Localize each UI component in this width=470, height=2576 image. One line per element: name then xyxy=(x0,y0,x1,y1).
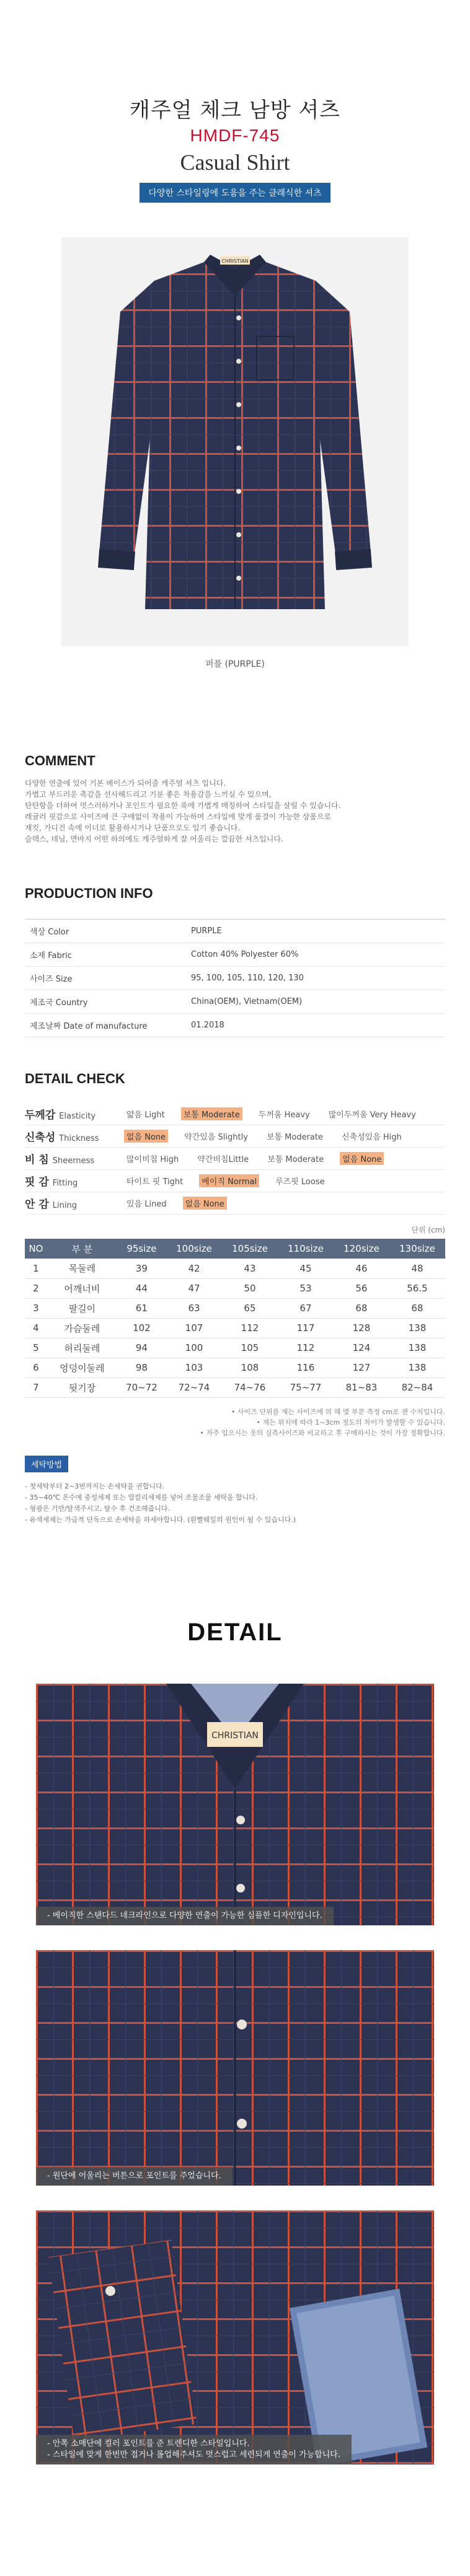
table-row xyxy=(25,1378,445,1397)
info-value: Cotton 40% Polyester 60% xyxy=(186,943,445,967)
detail-check-option-selected: 보통 Moderate xyxy=(181,1107,242,1120)
production-info-section xyxy=(0,886,470,1037)
product-code: HMDF-745 xyxy=(190,126,280,145)
size-table-cell: 70~72 xyxy=(117,1378,166,1397)
size-table-cell: 138 xyxy=(389,1358,445,1378)
detail-check-option-selected: 베이직 Normal xyxy=(199,1174,259,1187)
info-value: 95, 100, 105, 110, 120, 130 xyxy=(186,967,445,990)
size-table-cell: 128 xyxy=(334,1318,389,1338)
comment-line: 다양한 연출에 있어 기본 베이스가 되어줄 캐주얼 셔츠 입니다. xyxy=(25,779,226,788)
comment-line: 슬랙스, 데님, 면바지 어떤 하의에도 캐주얼하게 잘 어울리는 깔끔한 셔츠입니다. xyxy=(25,835,283,843)
size-table-header-cell: 부 분 xyxy=(47,1239,117,1259)
size-table-cell: 엉덩이둘레 xyxy=(47,1358,117,1378)
table-row xyxy=(25,1318,445,1338)
detail-caption xyxy=(36,2435,352,2464)
size-table-cell: 138 xyxy=(389,1318,445,1338)
table-row xyxy=(25,990,445,1014)
size-table-cell: 53 xyxy=(278,1278,334,1298)
product-header xyxy=(0,0,470,203)
detail-check-option: 많이비침 High xyxy=(126,1155,179,1164)
wash-line: - 유색세제는 가급적 단독으로 손세탁을 하세야합니다. (흰빨웨일의 원인이 될 수 있습니다.) xyxy=(25,1515,296,1524)
detail-image-collar xyxy=(36,1684,434,1925)
size-table-cell: 112 xyxy=(278,1338,334,1358)
detail-check-rows xyxy=(25,1103,445,1215)
detail-check-option-selected: 없음 None xyxy=(124,1130,168,1143)
detail-check-option: 약간있음 Slightly xyxy=(184,1133,248,1142)
size-table-cell: 68 xyxy=(389,1298,445,1318)
size-table-cell: 74~76 xyxy=(222,1378,278,1397)
info-key: 색상 Color xyxy=(25,920,186,943)
size-table-cell: 105 xyxy=(222,1338,278,1358)
size-table-header-cell: 120size xyxy=(334,1239,389,1259)
caption-line: - 안쪽 소매단에 컬러 포인트를 준 트렌디한 스타일입니다. xyxy=(47,2438,250,2448)
size-table-cell: 39 xyxy=(117,1259,166,1278)
detail-check-option: 타이트 핏 Tight xyxy=(126,1177,184,1187)
comment-line: 레귤러 핏감으로 사이즈에 큰 구애없이 착용이 가능하며 스타일에 맞게 품걸이 가능한 상품으로 xyxy=(25,812,332,821)
size-table-cell: 112 xyxy=(222,1318,278,1338)
info-key: 소재 Fabric xyxy=(25,943,186,967)
size-table-cell: 48 xyxy=(389,1259,445,1278)
size-table-cell: 6 xyxy=(25,1358,47,1378)
size-table-cell: 목둘레 xyxy=(47,1259,117,1278)
size-table-cell: 56 xyxy=(334,1278,389,1298)
size-table-cell: 1 xyxy=(25,1259,47,1278)
detail-check-label: 안 감 Lining xyxy=(25,1198,77,1211)
detail-check-label: 핏 감 Fitting xyxy=(25,1176,78,1189)
size-table-cell: 50 xyxy=(222,1278,278,1298)
size-table-cell: 108 xyxy=(222,1358,278,1378)
detail-check-row xyxy=(25,1148,445,1170)
info-key: 사이즈 Size xyxy=(25,967,186,990)
comment-body xyxy=(25,778,445,845)
comment-line: 재킷, 가디건 속에 이너로 활용하시거나 단품으로도 입기 좋습니다. xyxy=(25,824,241,832)
size-table-cell: 63 xyxy=(166,1298,222,1318)
size-table-header-cell: 100size xyxy=(166,1239,222,1259)
size-table-cell: 42 xyxy=(166,1259,222,1278)
caption-line: - 베이직한 스탠다드 네크라인으로 다양한 연출이 가능한 심플한 디자인입니다. xyxy=(47,1910,322,1920)
detail-check-option-selected: 없음 None xyxy=(340,1152,384,1165)
detail-check-option: 두꺼움 Heavy xyxy=(258,1110,310,1120)
size-table-cell: 팔길이 xyxy=(47,1298,117,1318)
size-table-cell: 117 xyxy=(278,1318,334,1338)
size-note: • 자주 입으시는 옷의 실측사이즈와 비교하고 후 구매하시는 것이 가장 정확합니다. xyxy=(200,1428,445,1437)
size-table-cell: 94 xyxy=(117,1338,166,1358)
wash-instructions xyxy=(25,1481,445,1526)
detail-check-option-selected: 없음 None xyxy=(183,1197,227,1210)
size-table-cell: 102 xyxy=(117,1318,166,1338)
table-row xyxy=(25,1259,445,1278)
table-row xyxy=(25,1278,445,1298)
detail-check-title: DETAIL CHECK xyxy=(25,1071,125,1086)
detail-title: DETAIL xyxy=(187,1618,283,1646)
size-table xyxy=(25,1239,445,1398)
size-table-cell: 127 xyxy=(334,1358,389,1378)
wash-line: - 35~40℃ 온수에 중성세제 또는 알칼리세제를 넣어 조물조물 세탁을 합니다. xyxy=(25,1493,258,1501)
detail-check-option: 있음 Lined xyxy=(126,1200,167,1209)
size-unit: 단위 (cm) xyxy=(411,1226,445,1234)
svg-text:CHRISTIAN: CHRISTIAN xyxy=(211,1730,259,1741)
size-table-cell: 98 xyxy=(117,1358,166,1378)
detail-check-option: 보통 Moderate xyxy=(266,1133,323,1142)
detail-check-label: 비 침 Sheerness xyxy=(25,1154,95,1166)
size-table-cell: 82~84 xyxy=(389,1378,445,1397)
size-table-cell: 107 xyxy=(166,1318,222,1338)
product-tagline: 다양한 스타일링에 도움을 주는 클래식한 셔츠 xyxy=(140,183,330,203)
photo-caption: 퍼플 (PURPLE) xyxy=(205,659,265,669)
size-notes xyxy=(25,1407,445,1438)
size-table-cell: 72~74 xyxy=(166,1378,222,1397)
size-table-cell: 43 xyxy=(222,1259,278,1278)
detail-check-option: 루즈핏 Loose xyxy=(275,1177,325,1187)
detail-check-option: 보통 Moderate xyxy=(267,1155,324,1164)
detail-check-row xyxy=(25,1125,445,1148)
comment-section xyxy=(0,753,470,845)
detail-check-label: 두께감 Elasticity xyxy=(25,1109,96,1122)
wash-line: - 형광은 기반/탈색주시고, 탈수 후 건조해줍니다. xyxy=(25,1504,171,1513)
size-table-cell: 100 xyxy=(166,1338,222,1358)
detail-caption xyxy=(36,1907,334,1925)
table-row xyxy=(25,1298,445,1318)
size-table-cell: 75~77 xyxy=(278,1378,334,1397)
table-row xyxy=(25,943,445,967)
shirt-illustration xyxy=(61,237,409,646)
caption-line: - 스타일에 맞게 한번만 접거나 롤업해주셔도 멋스럽고 세련되게 연출이 가능합니다. xyxy=(47,2450,340,2460)
detail-check-option: 신축성있음 High xyxy=(341,1133,402,1142)
size-table-header-cell: 110size xyxy=(278,1239,334,1259)
detail-check-row xyxy=(25,1192,445,1215)
detail-image-cuff xyxy=(36,2210,434,2464)
svg-text:CHRISTIAN: CHRISTIAN xyxy=(221,258,249,264)
comment-line: 가볍고 부드러운 촉감을 선사해드리고 기분 좋은 착용감을 느끼실 수 있으며, xyxy=(25,790,272,799)
size-table-cell: 67 xyxy=(278,1298,334,1318)
size-table-cell: 103 xyxy=(166,1358,222,1378)
size-table-cell: 허리둘레 xyxy=(47,1338,117,1358)
size-table-cell: 138 xyxy=(389,1338,445,1358)
caption-line: - 원단에 어울리는 버튼으로 포인트를 주었습니다. xyxy=(47,2171,221,2181)
size-table-cell: 65 xyxy=(222,1298,278,1318)
info-value: 01.2018 xyxy=(186,1014,445,1037)
size-table-cell: 68 xyxy=(334,1298,389,1318)
table-row xyxy=(25,920,445,943)
size-table-cell: 81~83 xyxy=(334,1378,389,1397)
table-row xyxy=(25,1014,445,1037)
size-table-body xyxy=(25,1259,445,1397)
comment-title: COMMENT xyxy=(25,753,95,768)
size-table-header-cell: NO xyxy=(25,1239,47,1259)
product-title-en: Casual Shirt xyxy=(180,150,290,175)
size-table-cell: 116 xyxy=(278,1358,334,1378)
size-note: • 재는 위치에 따라 1~3cm 정도의 차이가 발생할 수 있습니다. xyxy=(256,1418,445,1426)
production-info-table xyxy=(25,919,445,1037)
info-value: PURPLE xyxy=(186,920,445,943)
info-key: 제조날짜 Date of manufacture xyxy=(25,1014,186,1037)
size-table-cell: 124 xyxy=(334,1338,389,1358)
detail-check-option: 얇음 Light xyxy=(126,1110,165,1120)
size-table-cell: 45 xyxy=(278,1259,334,1278)
info-value: China(OEM), Vietnam(OEM) xyxy=(186,990,445,1014)
detail-check-label: 신축성 Thickness xyxy=(25,1132,99,1144)
detail-check-row xyxy=(25,1170,445,1192)
size-table-header-cell: 95size xyxy=(117,1239,166,1259)
size-table-cell: 어깨너비 xyxy=(47,1278,117,1298)
detail-check-section xyxy=(0,1071,470,1526)
size-table-header-cell: 130size xyxy=(389,1239,445,1259)
size-table-cell: 46 xyxy=(334,1259,389,1278)
detail-image-button xyxy=(36,1950,434,2186)
product-title-ko: 캐주얼 체크 남방 셔츠 xyxy=(129,98,341,123)
size-table-cell: 56.5 xyxy=(389,1278,445,1298)
size-table-cell: 뒷기장 xyxy=(47,1378,117,1397)
size-note: • 사이즈 단위를 재는 사이즈에 의 해 몇 부분 측정 cm로 잰 수치입니다. xyxy=(231,1407,445,1416)
comment-line: 탄탄함을 더하여 멋스러하거나 포인트가 필요한 룩에 가볍게 매칭하여 스타일을 살릴 수 있습니다. xyxy=(25,801,341,810)
table-row xyxy=(25,1338,445,1358)
table-row xyxy=(25,967,445,990)
size-table-cell: 7 xyxy=(25,1378,47,1397)
size-table-cell: 2 xyxy=(25,1278,47,1298)
size-table-cell: 3 xyxy=(25,1298,47,1318)
product-photo xyxy=(61,237,409,646)
size-table-cell: 47 xyxy=(166,1278,222,1298)
size-table-cell: 4 xyxy=(25,1318,47,1338)
production-info-title: PRODUCTION INFO xyxy=(25,886,153,901)
size-table-cell: 44 xyxy=(117,1278,166,1298)
detail-check-row xyxy=(25,1103,445,1125)
size-table-cell: 5 xyxy=(25,1338,47,1358)
detail-check-option: 약간비침Little xyxy=(197,1155,249,1164)
wash-badge: 세탁방법 xyxy=(25,1456,68,1472)
table-row xyxy=(25,1358,445,1378)
size-table-header-cell: 105size xyxy=(222,1239,278,1259)
info-key: 제조국 Country xyxy=(25,990,186,1014)
size-table-header xyxy=(25,1239,445,1259)
detail-caption xyxy=(36,2167,233,2186)
detail-check-option: 많이두꺼움 Very Heavy xyxy=(328,1110,416,1120)
wash-line: - 첫세탁부터 2~3번까지는 손세탁을 권합니다. xyxy=(25,1482,165,1490)
size-table-cell: 61 xyxy=(117,1298,166,1318)
size-table-cell: 가슴둘레 xyxy=(47,1318,117,1338)
